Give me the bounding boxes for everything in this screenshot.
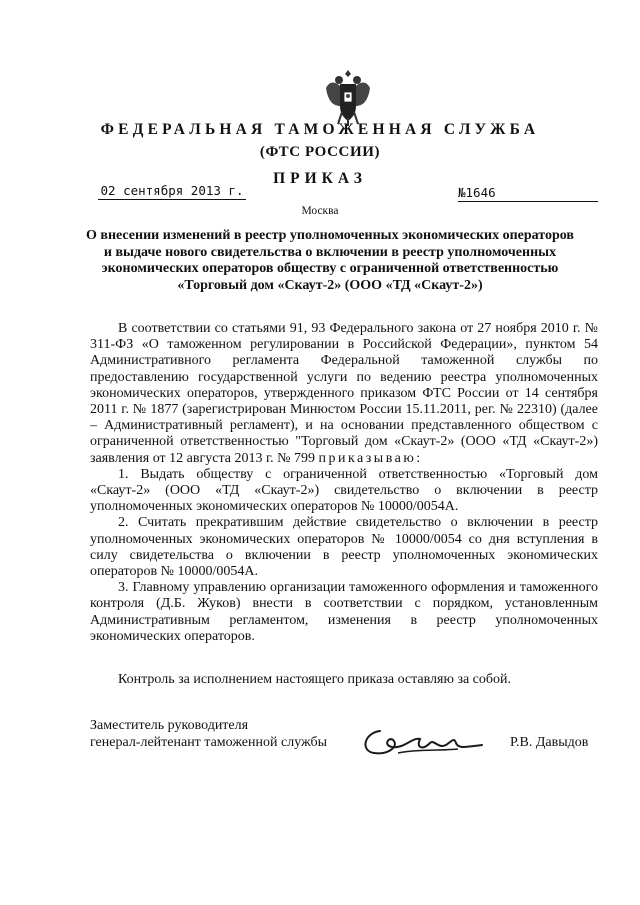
order-body bbox=[90, 321, 598, 645]
intro-paragraph bbox=[90, 321, 598, 467]
document-type: ПРИКАЗ bbox=[273, 170, 367, 187]
heading-line: «Торговый дом «Скаут-2» (ООО «ТД «Скаут-2») bbox=[177, 277, 483, 293]
handwritten-signature bbox=[358, 723, 488, 763]
heading-line: и выдаче нового свидетельства о включении в реестр уполномоченных bbox=[103, 244, 557, 260]
signatory-name: Р.В. Давыдов bbox=[510, 735, 589, 750]
intro-text: В соответствии со статьями 91, 93 Федерального закона от 27 ноября 2010 г. № 311-ФЗ «О таможенном регулировании в Российской Федерации», пунктом 54 Административного регламента Федеральной таможенной службы по предоставлению государственной услуги по ведению реестра уполномоченных экономических операторов, утвержденного приказом ФТС России от 14 сентября 2011 г. № 1877 (зарегистрирован Минюстом России 15.11.2011, рег. № 22310) (далее – Административный регламент), и на основании представленного обществом с ограниченной ответственностью "Торговый дом «Скаут-2» (ООО «ТД «Скаут-2») заявления от 12 августа 2013 г. № 799 bbox=[90, 321, 598, 466]
city: Москва bbox=[301, 205, 339, 217]
order-number: №1646 bbox=[458, 185, 598, 202]
order-item: 1. Выдать обществу с ограниченной ответственностью «Торговый дом «Скаут-2» (ООО «ТД «Скаут-2») свидетельство о включении в реестр уполномоченных экономических операторов № 10000/0054А. bbox=[90, 466, 598, 515]
order-date: 02 сентября 2013 г. bbox=[98, 183, 246, 200]
order-heading bbox=[70, 228, 590, 294]
closing-sentence: Контроль за исполнением настоящего приказа оставляю за собой. bbox=[118, 672, 512, 687]
order-item: 2. Считать прекратившим действие свидетельство о включении в реестр уполномоченных экономических операторов № 10000/0054 со дня вступления в силу свидетельства о включении в реестр уполномоченных экономических операторов № 10000/0054А. bbox=[90, 515, 598, 580]
command-word: приказываю: bbox=[318, 450, 423, 466]
heading-line: экономических операторов обществу с ограниченной ответственностью bbox=[101, 261, 559, 276]
russian-coat-of-arms-icon bbox=[322, 66, 374, 128]
agency-short-name: (ФТС РОССИИ) bbox=[259, 144, 381, 160]
signatory-position bbox=[90, 718, 327, 751]
position-line: генерал-лейтенант таможенной службы bbox=[90, 734, 328, 750]
heading-line: О внесении изменений в реестр уполномоченных экономических операторов bbox=[86, 228, 574, 243]
position-line: Заместитель руководителя bbox=[90, 718, 249, 733]
agency-name: ФЕДЕРАЛЬНАЯ ТАМОЖЕННАЯ СЛУЖБА bbox=[100, 121, 540, 138]
order-item: 3. Главному управлению организации таможенного оформления и таможенного контроля (Д.Б. Жуков) внести в соответствии с порядком, установленным Административным регламентом, изменения в реестр уполномоченных экономических операторов. bbox=[90, 580, 598, 644]
